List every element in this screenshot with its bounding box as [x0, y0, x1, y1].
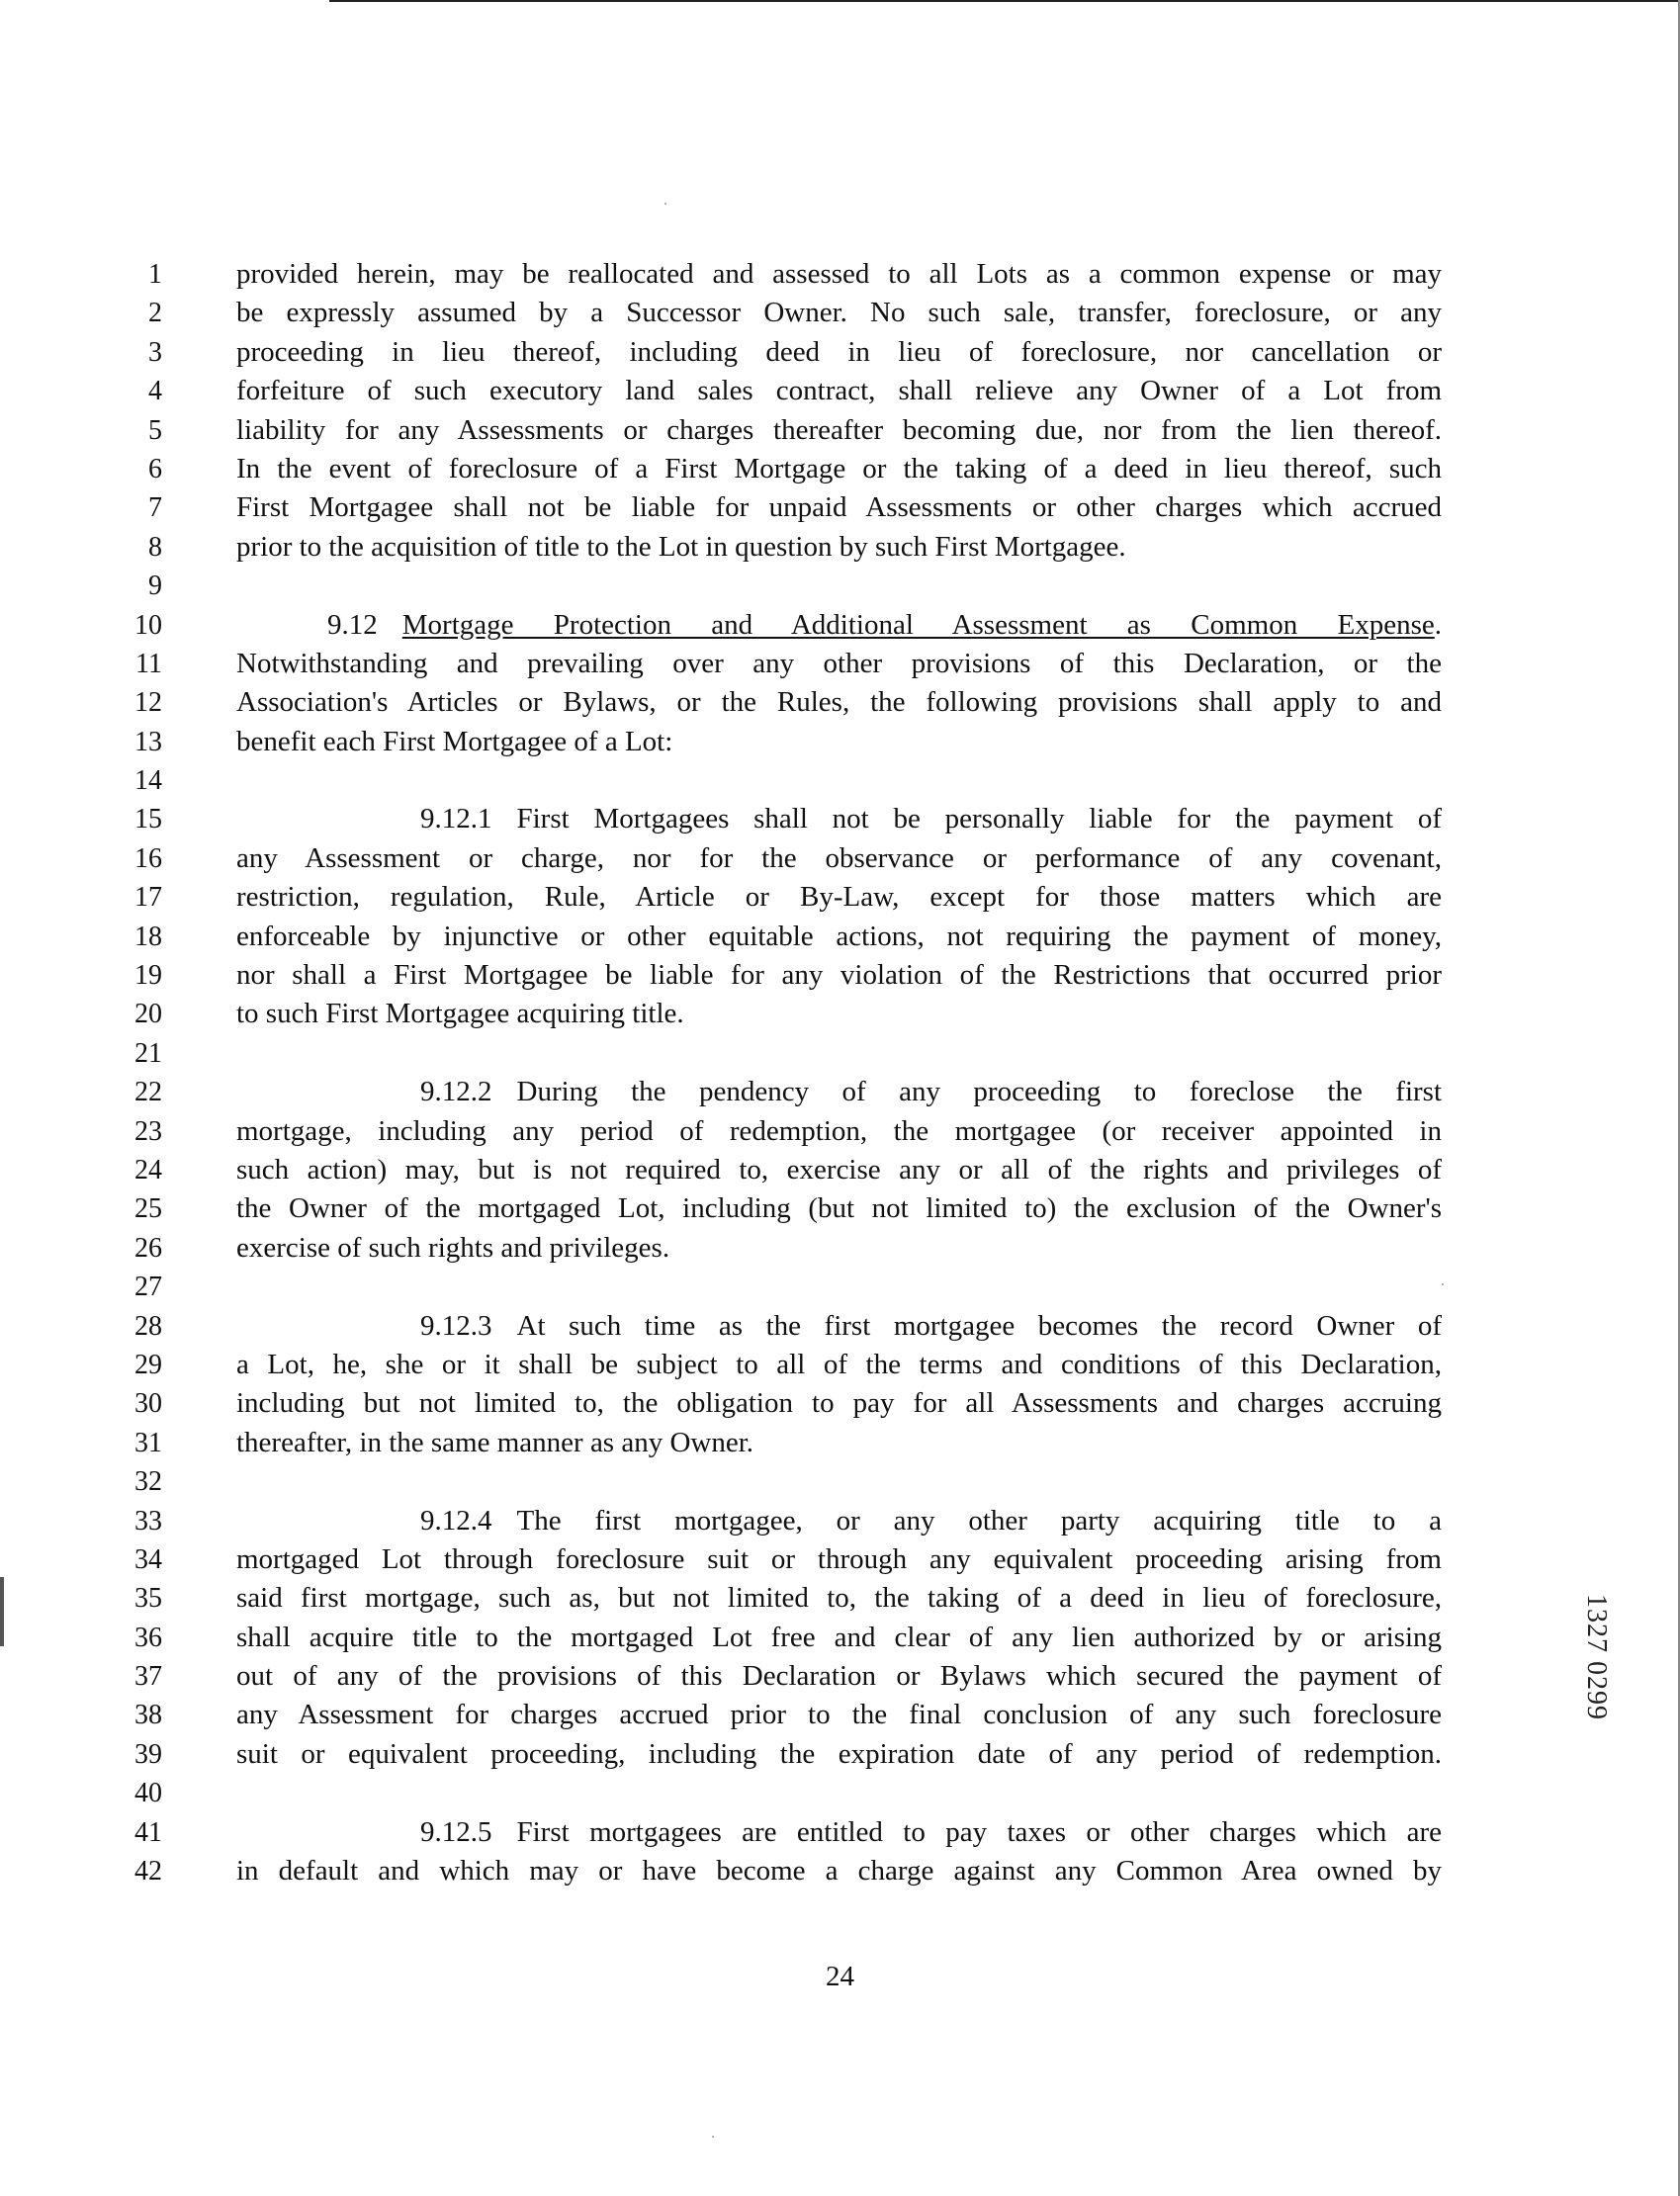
text-line: any Assessment or charge, nor for the observance or performance of any covenant, [236, 841, 1442, 874]
line-number: 20 [134, 999, 162, 1030]
subsection-number: 9.12.3 [420, 1309, 492, 1342]
text-line: including but not limited to, the obligation to pay for all Assessments and charges accruing [236, 1387, 1442, 1420]
text-line: to such First Mortgagee acquiring title. [236, 998, 684, 1030]
line-number: 24 [134, 1154, 162, 1186]
subsection-text: At such time as the first mortgagee becomes the record Owner of [516, 1309, 1442, 1342]
document-body [236, 255, 1442, 1890]
subsection-number: 9.12.1 [420, 803, 492, 835]
subsection-text: First Mortgagees shall not be personally liable for the payment of [516, 803, 1442, 835]
text-line: thereafter, in the same manner as any Owner. [236, 1426, 754, 1458]
line-number: 25 [134, 1193, 162, 1225]
line-number: 8 [148, 531, 162, 563]
text-line: proceeding in lieu thereof, including deed in lieu of foreclosure, nor cancellation or [236, 335, 1442, 368]
line-number: 29 [134, 1349, 162, 1380]
scan-speck [664, 203, 666, 205]
subsection-number: 9.12.2 [420, 1076, 492, 1108]
text-line: liability for any Assessments or charges thereafter becoming due, nor from the lien thereof. [236, 413, 1442, 446]
text-line: said first mortgage, such as, but not limited to, the taking of a deed in lieu of foreclosure, [236, 1582, 1442, 1615]
blank-line [236, 1774, 1442, 1812]
blank-line [236, 1034, 1442, 1073]
page-number: 24 [826, 1961, 854, 1992]
subsection-text: The first mortgagee, or any other party acquiring title to a [516, 1504, 1442, 1537]
section-heading-line [236, 606, 1442, 645]
subsection-text: During the pendency of any proceeding to foreclose the first [516, 1076, 1442, 1108]
line-number: 42 [134, 1856, 162, 1888]
line-number: 35 [134, 1583, 162, 1615]
line-number: 14 [134, 765, 162, 797]
section-heading-period: . [1434, 608, 1442, 641]
line-number: 36 [134, 1622, 162, 1653]
text-line: In the event of foreclosure of a First Mortgage or the taking of a deed in lieu thereof, such [236, 452, 1442, 484]
subsection-line [236, 1813, 1442, 1852]
left-scan-mark [0, 1577, 4, 1646]
line-number: 40 [134, 1778, 162, 1809]
scan-speck [1442, 1283, 1444, 1285]
line-number: 6 [148, 453, 162, 484]
line-number: 23 [134, 1115, 162, 1147]
subsection-line [236, 1502, 1442, 1540]
line-number: 4 [148, 376, 162, 407]
recording-stamp-number: 1327 0299 [1581, 1594, 1612, 1720]
line-number: 17 [134, 882, 162, 914]
blank-line [236, 567, 1442, 605]
text-line: the Owner of the mortgaged Lot, including (but not limited to) the exclusion of the Owner's [236, 1192, 1442, 1225]
line-number: 38 [134, 1700, 162, 1731]
line-number: 28 [134, 1310, 162, 1342]
line-number: 41 [134, 1816, 162, 1848]
line-number: 11 [135, 648, 162, 679]
line-number: 31 [134, 1427, 162, 1458]
text-line: in default and which may or have become a charge against any Common Area owned by [236, 1855, 1442, 1888]
text-line: any Assessment for charges accrued prior to the final conclusion of any such foreclosure [236, 1699, 1442, 1731]
line-number: 10 [134, 609, 162, 641]
text-line: enforceable by injunctive or other equitable actions, not requiring the payment of money, [236, 920, 1442, 952]
subsection-number: 9.12.4 [420, 1504, 492, 1537]
text-line: a Lot, he, she or it shall be subject to all of the terms and conditions of this Declaration, [236, 1348, 1442, 1380]
line-number: 26 [134, 1232, 162, 1264]
text-line: exercise of such rights and privileges. [236, 1231, 670, 1264]
text-line: First Mortgagee shall not be liable for unpaid Assessments or other charges which accrued [236, 491, 1442, 524]
line-number: 32 [134, 1466, 162, 1498]
text-line: nor shall a First Mortgagee be liable for any violation of the Restrictions that occurred prior [236, 959, 1442, 992]
line-number: 9 [148, 571, 162, 602]
line-number: 30 [134, 1388, 162, 1420]
text-line: provided herein, may be reallocated and assessed to all Lots as a common expense or may [236, 258, 1442, 290]
text-line: benefit each First Mortgagee of a Lot: [236, 725, 673, 757]
line-number: 16 [134, 842, 162, 874]
text-line: be expressly assumed by a Successor Owner. No such sale, transfer, foreclosure, or any [236, 297, 1442, 329]
line-number: 39 [134, 1738, 162, 1770]
line-number: 22 [134, 1077, 162, 1108]
text-line: forfeiture of such executory land sales contract, shall relieve any Owner of a Lot from [236, 375, 1442, 407]
line-number: 5 [148, 414, 162, 446]
scan-speck [712, 2136, 714, 2138]
text-line: Association's Articles or Bylaws, or the Rules, the following provisions shall apply to and [236, 686, 1442, 719]
text-line: mortgaged Lot through foreclosure suit or through any equivalent proceeding arising from [236, 1542, 1442, 1575]
line-number: 18 [134, 921, 162, 952]
line-number: 7 [148, 492, 162, 524]
text-line: Notwithstanding and prevailing over any other provisions of this Declaration, or the [236, 647, 1442, 679]
line-number: 2 [148, 298, 162, 329]
text-line: such action) may, but is not required to, exercise any or all of the rights and privileges of [236, 1153, 1442, 1186]
line-number: 27 [134, 1272, 162, 1303]
line-number: 3 [148, 336, 162, 368]
line-number: 12 [134, 687, 162, 719]
section-heading: Mortgage Protection and Additional Assessment as Common Expense [401, 608, 1435, 641]
text-line: suit or equivalent proceeding, including the expiration date of any period of redemption. [236, 1737, 1442, 1770]
text-line: restriction, regulation, Rule, Article or By-Law, except for those matters which are [236, 881, 1442, 914]
top-border-rule [329, 0, 1680, 2]
blank-line [236, 1462, 1442, 1501]
subsection-line [236, 800, 1442, 838]
text-line: out of any of the provisions of this Declaration or Bylaws which secured the payment of [236, 1660, 1442, 1693]
subsection-line [236, 1073, 1442, 1111]
subsection-text: First mortgagees are entitled to pay taxes or other charges which are [516, 1815, 1442, 1848]
line-number-column [111, 255, 162, 1890]
line-number: 19 [134, 960, 162, 992]
text-line: prior to the acquisition of title to the Lot in question by such First Mortgagee. [236, 530, 1126, 563]
line-number: 37 [134, 1661, 162, 1693]
blank-line [236, 761, 1442, 800]
line-number: 34 [134, 1543, 162, 1575]
line-number: 13 [134, 726, 162, 757]
line-number: 21 [134, 1037, 162, 1069]
section-number: 9.12 [327, 608, 378, 641]
subsection-line [236, 1307, 1442, 1346]
line-number: 15 [134, 804, 162, 835]
text-line: mortgage, including any period of redemption, the mortgagee (or receiver appointed in [236, 1114, 1442, 1147]
line-number: 33 [134, 1505, 162, 1537]
subsection-number: 9.12.5 [420, 1815, 492, 1848]
line-number: 1 [148, 259, 162, 290]
blank-line [236, 1268, 1442, 1306]
text-line: shall acquire title to the mortgaged Lot free and clear of any lien authorized by or arising [236, 1621, 1442, 1653]
